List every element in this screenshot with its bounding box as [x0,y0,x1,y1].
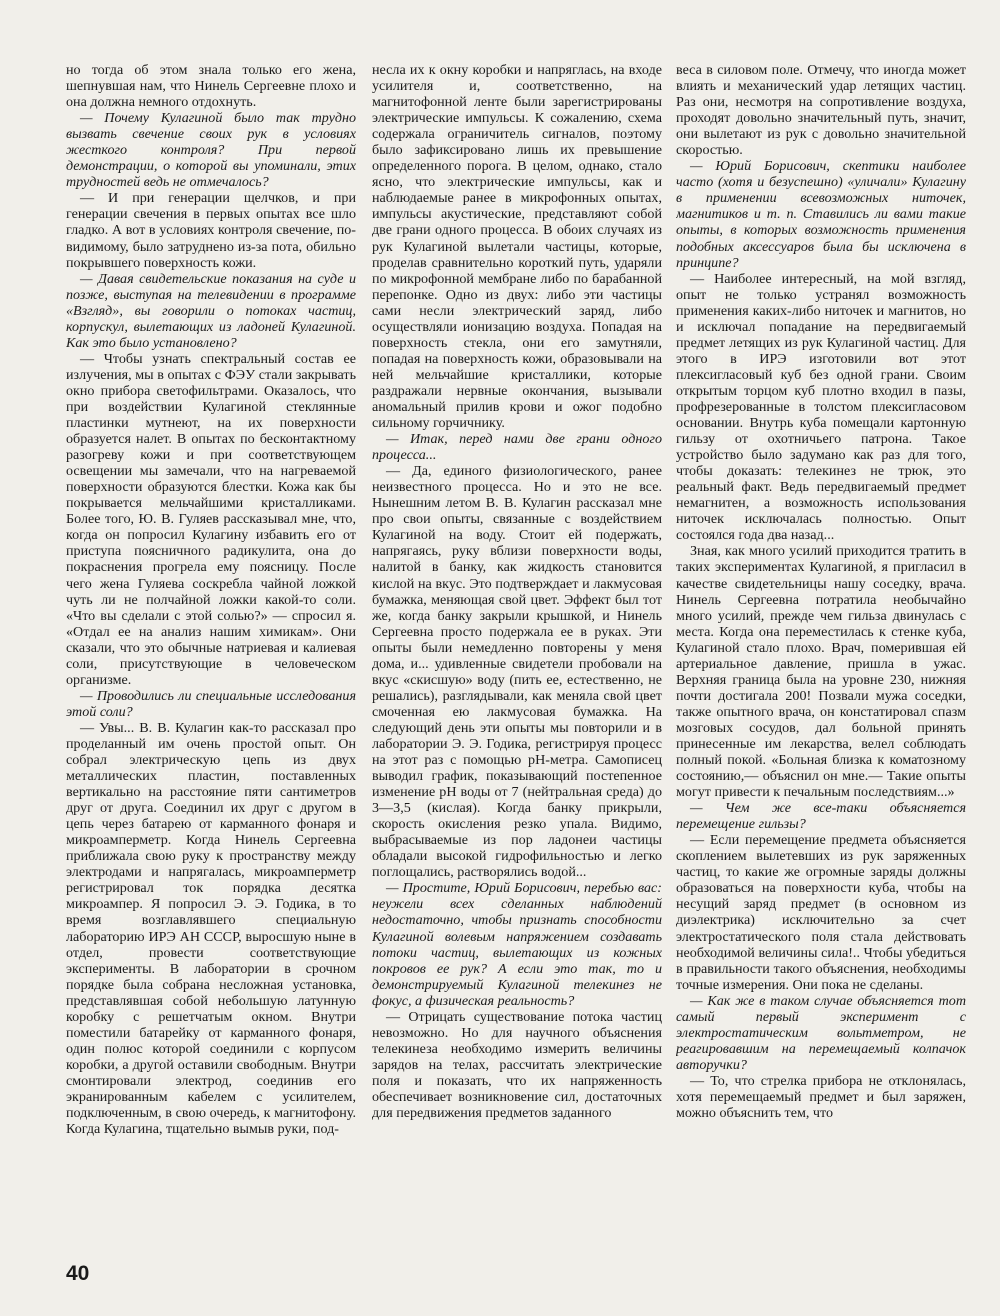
paragraph: — Если перемещение предмета объясняется скоплением вылетевших из рук заряженных частиц, то какие же огромные заряды должны образоваться на поверхности куба, чтобы на несущий заряд предмет (в основном из диэлектрика) исключительно за счет электростатического поля стала действовать необходимой величины сила!.. Чтобы убедиться в правильности такого объяснения, необходимы точные измерения. Они пока не сделаны. [676,832,966,993]
question-paragraph: — Проводились ли специальные исследования этой соли? [66,687,356,720]
question-paragraph: — Давая свидетельские показания на суде и позже, выступая на телевидении в программе «Взгляд», вы говорили о потоках частиц, корпускул, вылетающих из ладоней Кулагиной. Как это было установлено? [66,270,356,351]
question-paragraph: — Простите, Юрий Борисович, перебью вас: неужели всех сделанных наблюдений недостаточно, чтобы признать способности Кулагиной волевым напряжением создавать потоки частиц, вылетающих из кожных покровов ее рук? А если это так, то и демонстрируемый Кулагиной телекинез не фокус, а физическая реальность? [372,880,662,1009]
question-paragraph: — Итак, перед нами две грани одного процесса... [372,431,662,464]
question-paragraph: — Юрий Борисович, скептики наиболее часто (хотя и безуспешно) «уличали» Кулагину в применении всевозможных ниточек, магнитиков и т. п. Ставились ли вами такие опыты, в которых возможность применения подобных аксессуаров была бы исключена в принципе? [676,158,966,271]
page-number: 40 [66,1262,90,1285]
paragraph: — Увы... В. В. Кулагин как-то рассказал про проделанный им очень простой опыт. Он собрал электрическую цепь из двух металлических пластин, поставленных вертикально на расстояние пяти сантиметров друг от друга. Соединил их друг с другом в цепь через батарею от карманного фонаря и микроамперметр. Когда Нинель Сергеевна приближала свою руку к пространству между электродами и напрягалась, микроамперметр регистрировал ток порядка десятка микроампер. Я попросил Э. Э. Годика, в то время возглавлявшего специальную лабораторию ИРЭ АН СССР, выросшую ныне в отдел, провести соответствующие эксперименты. В лаборатории в срочном порядке была собрана несложная установка, представлявшая собой небольшую латунную коробку с решетчатым окном. Внутри поместили батарейку от карманного фонаря, один полюс которой соединили с корпусом коробки, а другой оставили свободным. Внутри смонтировали электрод, соединив его экранированным кабелем с усилителем, подключенным, в свою очередь, к магнитофону. Когда Кулагина, тщательно вымыв руки, под- [66,719,356,1138]
paragraph: — И при генерации щелчков, и при генерации свечения в первых опытах все шло гладко. А вот в условиях контроля свечение, по-видимому, было затруднено из-за пота, обильно покрывшего поверхность кожи. [66,190,356,271]
question-paragraph: — Почему Кулагиной было так трудно вызвать свечение своих рук в условиях жесткого контроля? При первой демонстрации, о которой вы упоминали, этих трудностей ведь не отмечалось? [66,110,356,191]
text-column-1 [66,62,356,1262]
paragraph: — Да, единого физиологического, ранее неизвестного процесса. Но и это не все. Нынешним летом В. В. Кулагин рассказал мне про свои опыты, связанные с воздействием Кулагиной на воду. Стоит ей подержать, напрягаясь, руку вблизи поверхности воды, налитой в банку, как жидкость становится кислой на вкус. Это подтверждает и лакмусовая бумажка, меняющая свой цвет. Эффект был тот же, когда банку закрыли крышкой, и Нинель Сергеевна просто подержала ее в руках. Эти опыты были немедленно повторены у меня дома, и... удивленные свидетели пробовали на вкус «скисшую» воду (пить ее, естественно, не решались), разглядывали, как меняла свой цвет смоченная ею лакмусовая бумажка. На следующий день эти опыты мы повторили и в лаборатории Э. Э. Годика, регистрируя процесс на этот раз с помощью pH-метра. Самописец выводил график, показывающий постепенное изменение pH воды от 7 (нейтральная среда) до 3—3,5 (кислая). Когда банку прикрыли, скорость окисления резко упала. Видимо, выбрасываемые из пор ладонеи частицы обладали высокой гидрофильностью и легко поглощались, растворялись водой... [372,463,662,881]
text-column-3 [676,62,966,1262]
paragraph: но тогда об этом знала только его жена, шепнувшая нам, что Нинель Сергеевне плохо и она должна немного отдохнуть. [66,62,356,111]
paragraph: Зная, как много усилий приходится тратить в таких экспериментах Кулагиной, я пригласил в качестве свидетельницы нашу соседку, врача. Нинель Сергеевна потратила необычайно много усилий, прежде чем гильза двинулась с места. Когда она переместилась к стенке куба, Кулагиной стало плохо. Врач, померившая ей артериальное давление, пришла в ужас. Верхняя граница была на уровне 230, нижняя почти достигала 200! Позвали мужа соседки, также опытного врача, он констатировал спазм мозговых сосудов, дал больной принять принесенные им лекарства, велел соблюдать полный покой. «Больная близка к коматозному состоянию,— объяснил он мне.— Такие опыты могут привести к печальным последствиям...» [676,543,966,801]
paragraph: — Наиболее интересный, на мой взгляд, опыт не только устранял возможность применения каких-либо ниточек и магнитов, но и исключал попадание на передвигаемый предмет летящих из рук Кулагиной частиц. Для этого в ИРЭ изготовили вот этот плексигласовый куб без одной грани. Своим открытым торцом куб плотно входил в пазы, профрезерованные в толстом плексигласовом основании. Внутрь куба помещали картонную гильзу от охотничьего патрона. Такое устройство было задумано как раз для того, чтобы доказать: телекинез не трюк, это реальный факт. Ведь передвигаемый предмет немагнитен, а возможность использования ниточек исключалась полностью. Опыт состоялся года два назад... [676,270,966,544]
question-paragraph: — Чем же все-таки объясняется перемещение гильзы? [676,800,966,833]
text-column-2 [372,62,662,1262]
paragraph: — То, что стрелка прибора не отклонялась, хотя перемещаемый предмет и был заряжен, можно объяснить тем, что [676,1072,966,1122]
paragraph: — Чтобы узнать спектральный состав ее излучения, мы в опытах с ФЭУ стали закрывать окно прибора светофильтрами. Оказалось, что при воздействии Кулагиной стеклянные пластинки мутнеют, на их поверхности образуется налет. В опытах по бесконтактному разогреву кожи и при соответствующем освещении мы замечали, что на нагреваемой поверхности образуются блестки. Кожа как бы покрывается мельчайшими кристалликами. Более того, Ю. В. Гуляев рассказывал мне, что, когда он попросил Кулагину избавить его от приступа поясничного радикулита, она до покраснения прогрела ему поясницу. После чего жена Гуляева соскребла чайной ложкой чуть ли не полчайной ложки какой-то соли. «Что вы сделали с этой солью?» — спросил я. «Отдал ее на анализ нашим химикам». Они сказали, что это обычные натриевая и калиевая соли, присутствующие в человеческом организме. [66,350,356,688]
paragraph: веса в силовом поле. Отмечу, что иногда может влиять и механический удар летящих частиц. Раз они, несмотря на сопротивление воздуха, проходят довольно значительный путь, значит, они вылетают из рук с довольно значительной скоростью. [676,62,966,159]
paragraph: — Отрицать существование потока частиц невозможно. Но для научного объяснения телекинеза необходимо измерить величины зарядов на телах, рассчитать электрические поля и показать, что их напряженность обеспечивает возникновение сил, достаточных для передвижения предметов заданного [372,1008,662,1122]
paragraph: несла их к окну коробки и напряглась, на входе усилителя и, соответственно, на магнитофонной ленте были зарегистрированы электрические импульсы. К сожалению, схема содержала ограничитель сигналов, поэтому было зафиксировано лишь их превышение определенного порога. В целом, однако, стало ясно, что электрические импульсы, как и наблюдаемые ранее в микрофонных опытах, импульсы акустические, представляют собой две грани одного процесса. В обоих случаях из рук Кулагиной вылетали частицы, которые, проделав сравнительно короткий путь, ударяли по микрофонной мембране либо по барабанной перепонке. Одно из двух: либо эти частицы сами несли электрический заряд, либо осуществляли ионизацию воздуха. Попадая на поверхность стекла, они его замутняли, попадая на поверхность кожи, образовывали на ней мельчайшие кристаллики, которые раздражали нервные окончания, вызывали аномальный прилив крови и ожог подобно сильному горчичнику. [372,62,662,432]
question-paragraph: — Как же в таком случае объясняется тот самый первый эксперимент с электростатическим вольтметром, не реагировавшим на перемещаемый колпачок авторучки? [676,992,966,1073]
